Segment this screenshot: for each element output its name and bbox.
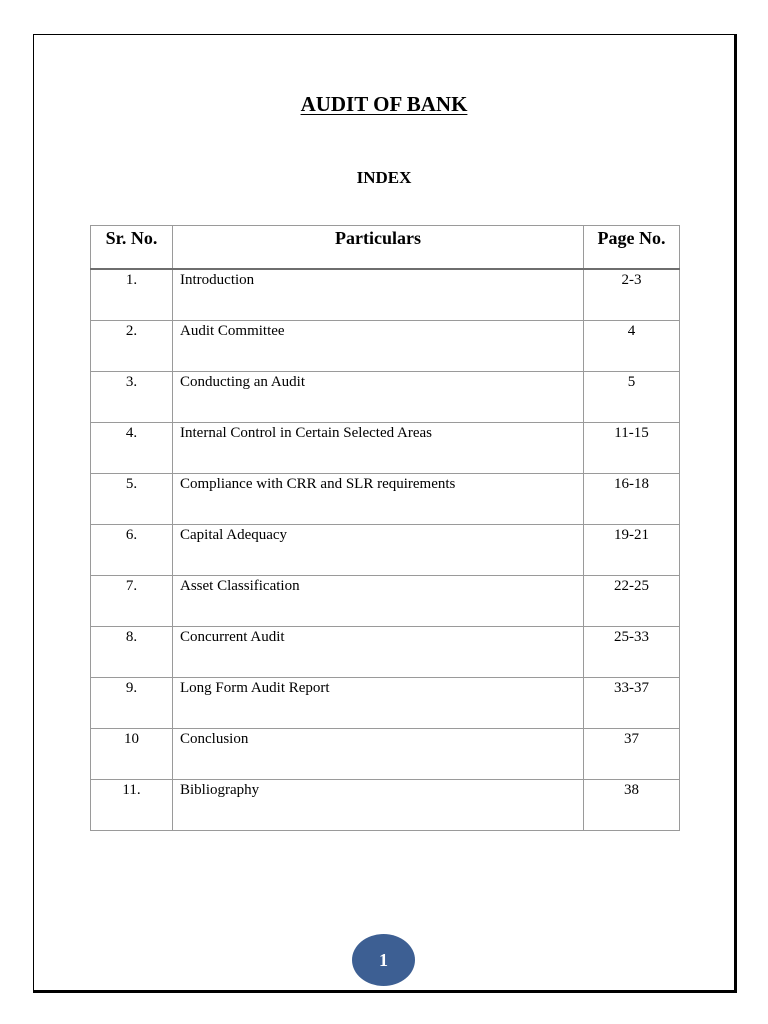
table-row <box>91 576 680 627</box>
document-title-text: AUDIT OF BANK <box>300 92 468 116</box>
header-particulars: Particulars <box>173 226 584 270</box>
row-particular: Audit Committee <box>173 321 584 372</box>
table-row <box>91 474 680 525</box>
header-sr-no: Sr. No. <box>91 226 173 270</box>
row-sr-no: 4. <box>91 423 173 474</box>
table-row <box>91 780 680 831</box>
row-page-no: 19-21 <box>584 525 680 576</box>
row-page-no: 2-3 <box>584 269 680 321</box>
row-particular: Conclusion <box>173 729 584 780</box>
row-page-no: 37 <box>584 729 680 780</box>
page-number: 1 <box>379 949 388 970</box>
row-page-no: 22-25 <box>584 576 680 627</box>
row-page-no: 33-37 <box>584 678 680 729</box>
index-table <box>90 225 680 831</box>
row-page-no: 25-33 <box>584 627 680 678</box>
row-particular: Concurrent Audit <box>173 627 584 678</box>
document-title <box>0 92 768 117</box>
row-particular: Asset Classification <box>173 576 584 627</box>
table-row <box>91 269 680 321</box>
row-particular: Conducting an Audit <box>173 372 584 423</box>
row-particular: Capital Adequacy <box>173 525 584 576</box>
table-header-row <box>91 226 680 270</box>
row-particular: Long Form Audit Report <box>173 678 584 729</box>
row-sr-no: 8. <box>91 627 173 678</box>
row-page-no: 4 <box>584 321 680 372</box>
table-row <box>91 729 680 780</box>
table-row <box>91 627 680 678</box>
row-sr-no: 5. <box>91 474 173 525</box>
table-row <box>91 321 680 372</box>
row-particular: Bibliography <box>173 780 584 831</box>
table-row <box>91 423 680 474</box>
row-sr-no: 10 <box>91 729 173 780</box>
row-sr-no: 11. <box>91 780 173 831</box>
row-page-no: 11-15 <box>584 423 680 474</box>
row-sr-no: 7. <box>91 576 173 627</box>
row-sr-no: 6. <box>91 525 173 576</box>
row-particular: Internal Control in Certain Selected Areas <box>173 423 584 474</box>
row-sr-no: 2. <box>91 321 173 372</box>
row-page-no: 5 <box>584 372 680 423</box>
table-row <box>91 372 680 423</box>
row-page-no: 38 <box>584 780 680 831</box>
row-particular: Compliance with CRR and SLR requirements <box>173 474 584 525</box>
row-sr-no: 3. <box>91 372 173 423</box>
table-row <box>91 678 680 729</box>
page-number-badge <box>352 934 415 986</box>
row-sr-no: 9. <box>91 678 173 729</box>
header-page-no: Page No. <box>584 226 680 270</box>
index-heading: INDEX <box>356 168 412 187</box>
row-sr-no: 1. <box>91 269 173 321</box>
row-particular: Introduction <box>173 269 584 321</box>
table-row <box>91 525 680 576</box>
row-page-no: 16-18 <box>584 474 680 525</box>
